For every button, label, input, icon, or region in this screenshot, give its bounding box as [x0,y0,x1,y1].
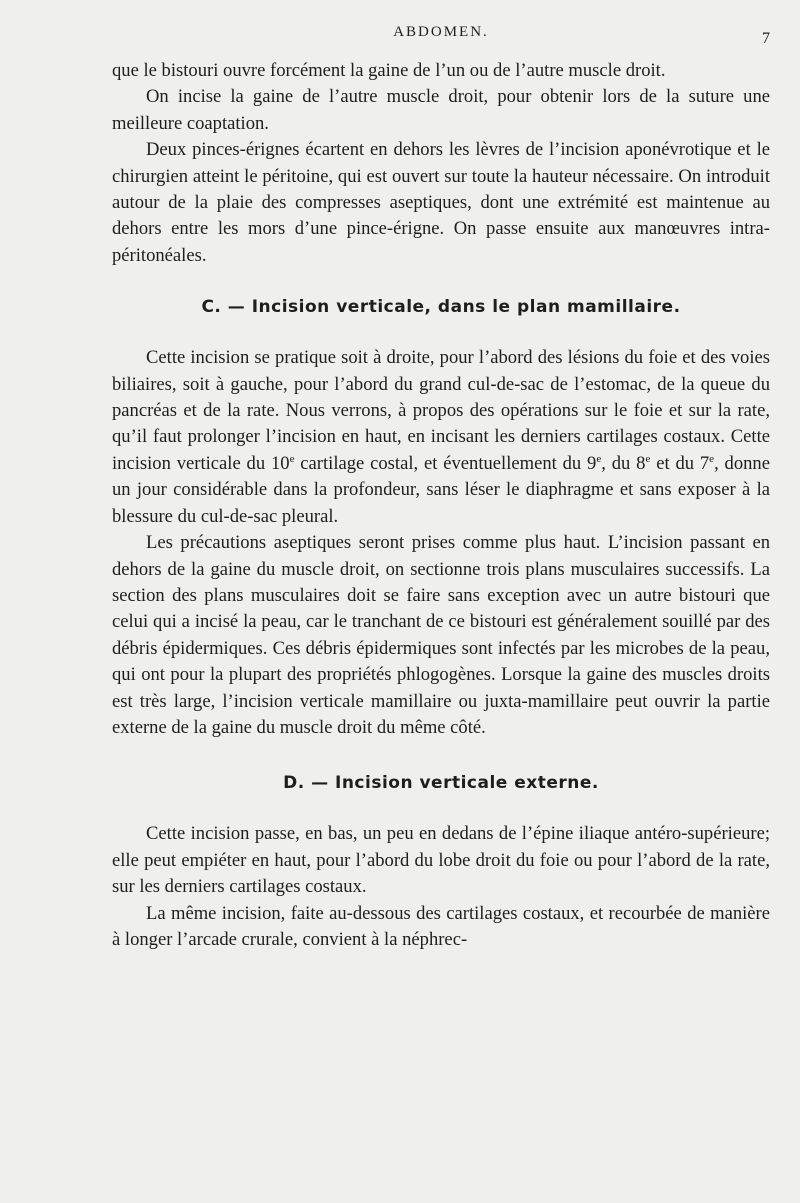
text-run: et du 7 [650,452,710,474]
paragraph-continuation: que le bistouri ouvre forcément la gaine de l’un ou de l’autre muscle droit. [112,60,666,81]
section-d-heading: D. — Incision verticale externe. [283,773,599,794]
text-run: cartilage costal, et éventuellement du 9 [294,452,597,474]
paragraph-incision-mamillaire [112,345,770,530]
text-run: , du 8 [601,452,646,474]
running-title: ABDOMEN. [393,24,489,40]
body-text [112,58,770,953]
superscript: e [645,452,651,465]
text-run: Cette incision se pratique soit à droite, pour l’abord des lésions du foie et des voies biliaires, soit à gauche, pour l’abord du grand cul-de-sac de l’estomac, de la queue du pancréas et de la rate. Nous verrons, à propos des opérations sur le foie et sur la rate, qu’il faut prolonger l’incision en haut, en incisant les derniers cartilages costaux. Cette incision verticale du 10 [112,347,770,474]
superscript: e [709,452,715,465]
superscript: e [289,452,295,465]
page-number: 7 [762,30,770,47]
paragraph-pinces-erignes: Deux pinces-érignes écartent en dehors les lèvres de l’incision aponévrotique et le chirurgien atteint le péritoine, qui est ouvert sur toute la hauteur nécessaire. On introduit autour de la plaie des compresses aseptiques, dont une extrémité est maintenue au dehors entre les mors d’une pince-érigne. On passe ensuite aux manœuvres intra-péritonéales. [112,139,770,266]
paragraph-precautions: Les précautions aseptiques seront prises comme plus haut. L’incision passant en dehors de la gaine du muscle droit, on sectionne trois plans musculaires successifs. La section des plans musculaires doit se faire sans exception avec un autre bistouri que celui qui a incisé la peau, car le tranchant de ce bistouri est généralement souillé par des débris épidermiques. Ces débris épidermiques sont infectés par les microbes de la peau, qui ont pour la plupart des propriétés phlogogènes. Lorsque la gaine des muscles droits est très large, l’incision verticale mamillaire ou juxta-mamillaire peut ouvrir la partie externe de la gaine du muscle droit du même côté. [112,532,770,738]
text-run: , donne un jour considérable dans la profondeur, sans léser le diaphragme et sans exposer à la blessure du cul-de-sac pleural. [112,452,770,527]
running-head [112,22,770,46]
paragraph-incision-externe: Cette incision passe, en bas, un peu en dedans de l’épine iliaque antéro-supérieure; elle peut empiéter en haut, pour l’abord du lobe droit du foie ou pour l’abord de la rate, sur les derniers cartilages costaux. [112,823,770,898]
paragraph-nephrectomie: La même incision, faite au-dessous des cartilages costaux, et recourbée de manière à longer l’arcade crurale, convient à la néphrec- [112,902,770,950]
section-c-heading: C. — Incision verticale, dans le plan mamillaire. [201,297,681,318]
paragraph-suture: On incise la gaine de l’autre muscle droit, pour obtenir lors de la suture une meilleure coaptation. [112,86,770,134]
superscript: e [596,452,602,465]
